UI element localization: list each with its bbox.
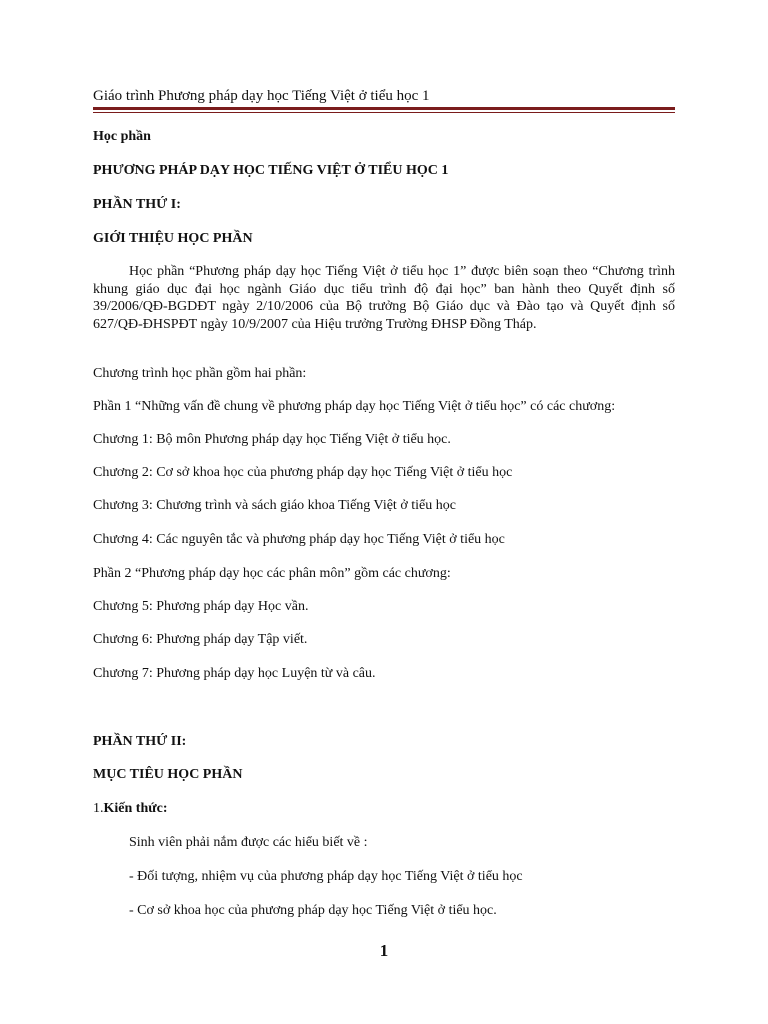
chapter-2: Chương 2: Cơ sở khoa học của phương pháp dạy học Tiếng Việt ở tiểu học bbox=[93, 465, 513, 480]
part2-title: MỤC TIÊU HỌC PHẦN bbox=[93, 767, 243, 782]
header-rule-thick bbox=[93, 107, 675, 110]
intro-paragraph: Học phần “Phương pháp dạy học Tiếng Việt ở tiểu học 1” được biên soạn theo “Chương trình khung giáo dục đại học ngành Giáo dục tiểu trình độ đại học” ban hành theo Quyết định số 39/2006/QĐ-BGDĐT ngày 2/10/2006 của Bộ trưởng Bộ Giáo dục và Đào tạo và Quyết định số 627/QĐ-ĐHSPĐT ngày 10/9/2007 của Hiệu trưởng Trường ĐHSP Đồng Tháp. bbox=[93, 264, 675, 332]
running-header: Giáo trình Phương pháp dạy học Tiếng Việt ở tiểu học 1 bbox=[93, 88, 430, 104]
section2-line: Phần 2 “Phương pháp dạy học các phân môn” gồm các chương: bbox=[93, 566, 451, 581]
module-label: Học phần bbox=[93, 129, 151, 144]
knowledge-number: 1. bbox=[93, 801, 104, 816]
chapter-3: Chương 3: Chương trình và sách giáo khoa Tiếng Việt ở tiểu học bbox=[93, 498, 456, 513]
chapter-7: Chương 7: Phương pháp dạy học Luyện từ và câu. bbox=[93, 666, 376, 681]
part2-label: PHẦN THỨ II: bbox=[93, 734, 187, 749]
part1-title: GIỚI THIỆU HỌC PHẦN bbox=[93, 231, 253, 246]
chapter-5: Chương 5: Phương pháp dạy Học vần. bbox=[93, 599, 309, 614]
knowledge-label: Kiến thức: bbox=[103, 801, 168, 816]
knowledge-item-2: - Cơ sở khoa học của phương pháp dạy học Tiếng Việt ở tiểu học. bbox=[129, 903, 497, 918]
knowledge-heading bbox=[93, 800, 675, 817]
module-title: PHƯƠNG PHÁP DẠY HỌC TIẾNG VIỆT Ở TIỂU HỌC 1 bbox=[93, 163, 449, 178]
chapter-6: Chương 6: Phương pháp dạy Tập viết. bbox=[93, 632, 308, 647]
chapter-1: Chương 1: Bộ môn Phương pháp dạy học Tiếng Việt ở tiểu học. bbox=[93, 432, 451, 447]
chapter-4: Chương 4: Các nguyên tắc và phương pháp dạy học Tiếng Việt ở tiểu học bbox=[93, 532, 505, 547]
program-line: Chương trình học phần gồm hai phần: bbox=[93, 366, 307, 381]
part1-label: PHẦN THỨ I: bbox=[93, 197, 181, 212]
section1-line: Phần 1 “Những vấn đề chung về phương pháp dạy học Tiếng Việt ở tiểu học” có các chương: bbox=[93, 399, 616, 414]
header-rule-thin bbox=[93, 112, 675, 113]
page-number: 1 bbox=[379, 941, 389, 960]
knowledge-intro: Sinh viên phải nắm được các hiểu biết về : bbox=[129, 835, 368, 850]
knowledge-item-1: - Đối tượng, nhiệm vụ của phương pháp dạy học Tiếng Việt ở tiểu học bbox=[129, 869, 523, 884]
